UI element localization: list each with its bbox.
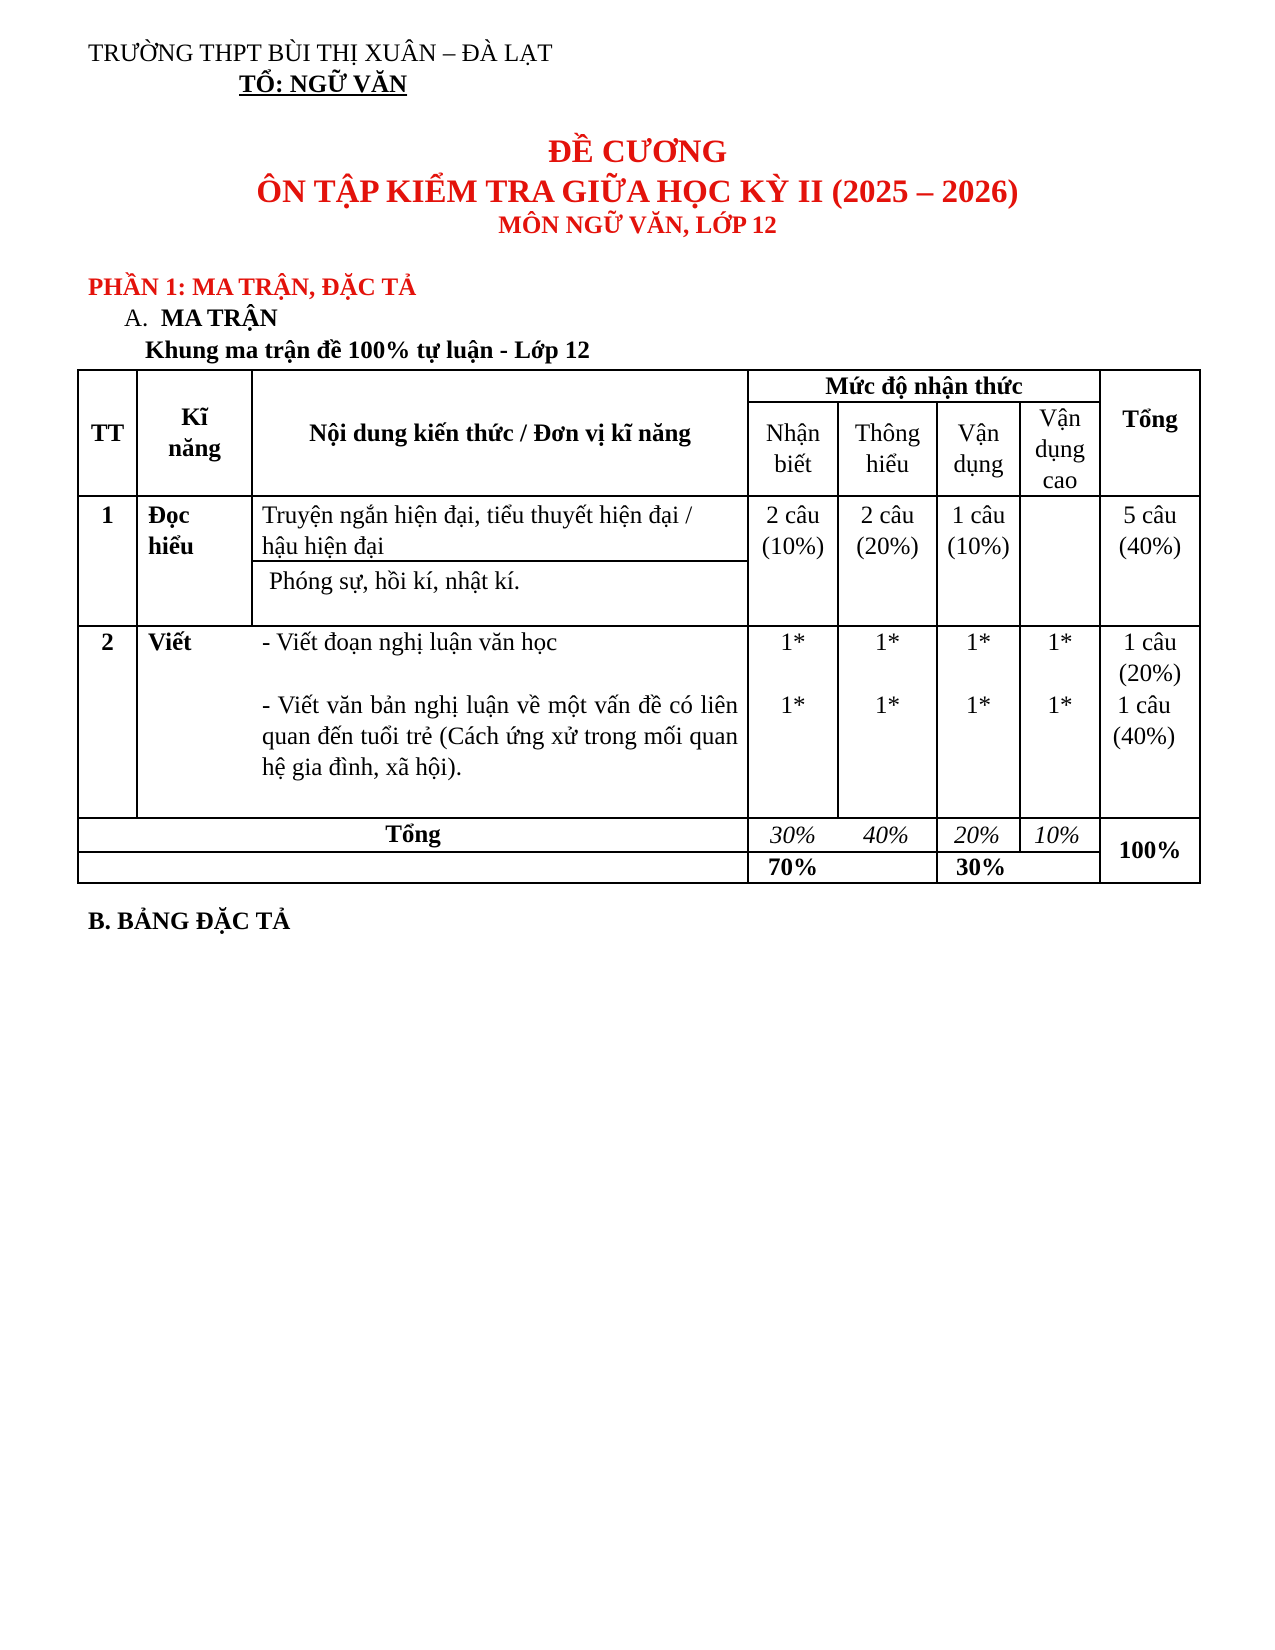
- section-b-heading: B. BẢNG ĐẶC TẢ: [88, 908, 291, 935]
- row2-recognize-b: 1*: [780, 692, 806, 719]
- header-level-apply-high: [1020, 403, 1100, 496]
- level-apply-line1: Vận: [957, 420, 1000, 447]
- row1-content-a-line2: hậu hiện đại: [262, 533, 385, 560]
- row1-total-line1: 5 câu: [1123, 502, 1177, 529]
- row1-recognize-line1: 2 câu: [766, 502, 820, 529]
- row2-recognize-a: 1*: [780, 629, 806, 656]
- row1-skill-line2: hiểu: [148, 533, 194, 560]
- subject-grade: MÔN NGỮ VĂN, LỚP 12: [498, 212, 777, 239]
- row1-content-b: Phóng sự, hồi kí, nhật kí.: [269, 568, 521, 595]
- row2-total-a: [1100, 627, 1200, 689]
- header-level-apply: [937, 418, 1020, 480]
- summary-group2-percent: 30%: [956, 854, 1006, 881]
- level-apply-high-line2: dụng: [1035, 436, 1085, 463]
- row1-content-a: [262, 500, 742, 562]
- matrix-caption: Khung ma trận đề 100% tự luận - Lớp 12: [145, 337, 590, 364]
- row2-content-a: - Viết đoạn nghị luận văn học: [262, 629, 558, 656]
- row2-apply-high-a: 1*: [1047, 629, 1073, 656]
- row2-understand-b: 1*: [875, 692, 900, 719]
- summary-grand-total: 100%: [1118, 837, 1182, 864]
- row1-total: [1100, 500, 1200, 562]
- row1-recognize: [748, 500, 838, 562]
- summary-apply-high-percent: 10%: [1034, 822, 1080, 849]
- row2-apply-high-b: 1*: [1047, 692, 1073, 719]
- section-a-label: MA TRẬN: [160, 305, 278, 332]
- level-understand-line2: hiểu: [865, 451, 910, 478]
- header-skill-line2: năng: [168, 435, 221, 462]
- row2-apply-b: 1*: [966, 692, 991, 719]
- document-subtitle: ÔN TẬP KIỂM TRA GIỮA HỌC KỲ II (2025 – 2026): [256, 174, 1019, 210]
- header-tt: TT: [90, 420, 125, 447]
- summary-recognize-percent: 30%: [770, 822, 816, 849]
- row1-recognize-line2: (10%): [761, 533, 825, 560]
- level-apply-high-line3: cao: [1042, 467, 1078, 494]
- header-skill: [137, 402, 252, 464]
- level-recognize-line1: Nhận: [765, 420, 821, 447]
- header-total: Tổng: [1122, 406, 1178, 433]
- row1-understand-line2: (20%): [856, 533, 919, 560]
- school-name: TRƯỜNG THPT BÙI THỊ XUÂN – ĐÀ LẠT: [88, 40, 553, 67]
- level-apply-line2: dụng: [953, 451, 1004, 478]
- header-skill-line1: Kĩ: [181, 404, 208, 431]
- document-title: ĐỀ CƯƠNG: [547, 134, 728, 170]
- level-recognize-line2: biết: [774, 451, 812, 478]
- level-understand-line1: Thông: [854, 420, 921, 447]
- level-apply-high-line1: Vận: [1039, 405, 1081, 432]
- row1-apply-line2: (10%): [947, 533, 1010, 560]
- header-level-understand: [838, 418, 937, 480]
- summary-understand-percent: 40%: [863, 822, 909, 849]
- row2-total-b-line1: 1 câu: [1117, 692, 1171, 719]
- row2-skill: Viết: [148, 629, 192, 656]
- department-name: TỔ: NGỮ VĂN: [239, 71, 408, 98]
- row1-skill: [148, 500, 248, 562]
- row2-total-b: [1094, 690, 1194, 752]
- row2-apply-a: 1*: [966, 629, 991, 656]
- header-content: Nội dung kiến thức / Đơn vị kĩ năng: [309, 420, 691, 447]
- row1-apply-line1: 1 câu: [951, 502, 1006, 529]
- row1-content-a-line1: Truyện ngắn hiện đại, tiểu thuyết hiện đại /: [262, 502, 693, 529]
- part1-heading: PHẦN 1: MA TRẬN, ĐẶC TẢ: [88, 274, 417, 301]
- row2-content-b: - Viết văn bản nghị luận về một vấn đề có liên quan đến tuổi trẻ (Cách ứng xử trong mối quan hệ gia đình, xã hội).: [262, 692, 738, 781]
- header-level-recognize: [748, 418, 838, 480]
- row1-apply: [937, 500, 1020, 562]
- row2-total-a-line2: (20%): [1118, 660, 1182, 687]
- row1-total-line2: (40%): [1118, 533, 1182, 560]
- row1-skill-line1: Đọc: [148, 502, 190, 529]
- row1-understand-line1: 2 câu: [860, 502, 915, 529]
- row1-understand: [838, 500, 937, 562]
- summary-label: Tổng: [385, 821, 441, 848]
- row2-tt: 2: [101, 629, 114, 656]
- summary-group1-percent: 70%: [768, 854, 818, 881]
- header-level-group: Mức độ nhận thức: [825, 373, 1023, 400]
- summary-apply-percent: 20%: [954, 822, 1000, 849]
- row1-tt: 1: [101, 502, 114, 529]
- section-a-marker: A.: [124, 305, 149, 332]
- row2-understand-a: 1*: [875, 629, 900, 656]
- row2-total-b-line2: (40%): [1112, 723, 1176, 750]
- row2-total-a-line1: 1 câu: [1123, 629, 1177, 656]
